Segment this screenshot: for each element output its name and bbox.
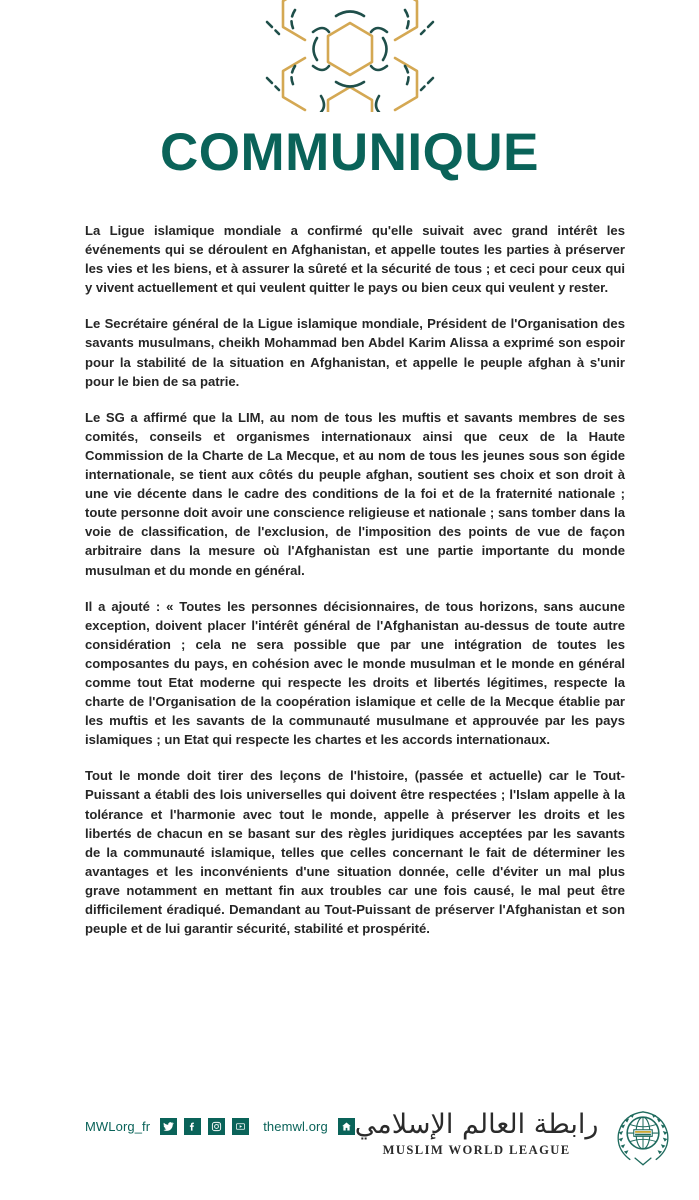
page-title: COMMUNIQUE [160, 123, 539, 182]
youtube-icon[interactable] [232, 1118, 249, 1135]
paragraph-3: Le SG a affirmé que la LIM, au nom de tous les muftis et savants membres de ses comités, conseils et organismes internationaux ainsi que ceux de la Haute Commission de la Charte de La Mecque, et au nom de tous les jeunes sous son égide internationale, se tient aux côtés du peuple afghan, soutient ses choix et son droit à une vie décente dans le cadre des conditions de la foi et de la fraternité nationale ; toute personne doit avoir une conscience religieuse et nationale ; sans tomber dans la voie de classification, de l'exclusion, de l'imposition des points de vue de façon arbitraire dans la mesure où l'Afghanistan est une partie importante du monde musulman et du monde en général. [85, 409, 625, 578]
title-section [0, 112, 699, 185]
social-links-row [85, 1106, 355, 1135]
social-handle: MWLorg_fr [85, 1119, 151, 1134]
header-ornament [0, 0, 699, 112]
mwl-logo [355, 1106, 677, 1170]
mwl-globe-wreath-emblem-icon [610, 1104, 676, 1170]
paragraph-1: La Ligue islamique mondiale a confirmé qu'elle suivait avec grand intérêt les événements qui se déroulent en Afghanistan, et appelle toutes les parties à préserver les vies et les biens, et à assurer la sûreté et la sécurité de tous ; et ceci pour ceux qui y vivent actuellement et qui veulent quitter le pays ou bien ceux qui veulent y rester. [85, 223, 625, 296]
facebook-icon[interactable] [184, 1118, 201, 1135]
body-content [0, 185, 699, 1092]
mwl-arabic-name: رابطة العالم الإسلامي [354, 1109, 599, 1140]
home-icon[interactable] [338, 1118, 355, 1135]
footer [0, 1092, 699, 1200]
paragraph-4: Il a ajouté : « Toutes les personnes décisionnaires, de tous horizons, sans aucune exception, doivent placer l'intérêt général de l'Afghanistan au-dessus de toute autre considération ; cela ne sera possible que par une intégration de toutes les composantes du pays, en cohésion avec le monde musulman et le monde en général comme tout Etat moderne qui respecte les droits et libertés légitimes, respecte la charte de l'Organisation de la coopération islamique et celle de la Mecque établie par les muftis et les savants de la communauté musulmane et approuvée par les pays islamiques ; un Etat qui respecte les chartes et les accords internationaux. [85, 598, 625, 748]
instagram-icon[interactable] [208, 1118, 225, 1135]
website-url[interactable]: themwl.org [263, 1119, 328, 1134]
paragraph-5: Tout le monde doit tirer des leçons de l'histoire, (passée et actuelle) car le Tout-Puissant a établi des lois universelles qui doivent être respectées ; l'Islam appelle à la tolérance et l'harmonie avec tout le monde, appelle à préserver les droits et les libertés de chacun en se basant sur des règles juridiques acceptées par les savants de la communauté islamique, telles que celles concernant le fait de déterminer les avantages et les inconvénients d'une situation donnée, celle d'éviter un mal plus grave notamment en mettant fin aux troubles car une fois causé, le mal peut être difficilement éradiqué. Demandant au Tout-Puissant de préserver l'Afghanistan et son peuple et de lui garantir sécurité, stabilité et prospérité. [85, 768, 625, 937]
mwl-logo-text [355, 1106, 599, 1158]
twitter-icon[interactable] [160, 1118, 177, 1135]
islamic-geometric-pattern-icon [255, 0, 445, 112]
paragraph-2: Le Secrétaire général de la Ligue islamique mondiale, Président de l'Organisation des savants musulmans, cheikh Mohammad ben Abdel Karim Alissa a exprimé son espoir pour la stabilité de la situation en Afghanistan, et appelle le peuple afghan à s'unir pour le bien de sa patrie. [85, 316, 625, 389]
mwl-english-name: MUSLIM WORLD LEAGUE [382, 1142, 571, 1157]
